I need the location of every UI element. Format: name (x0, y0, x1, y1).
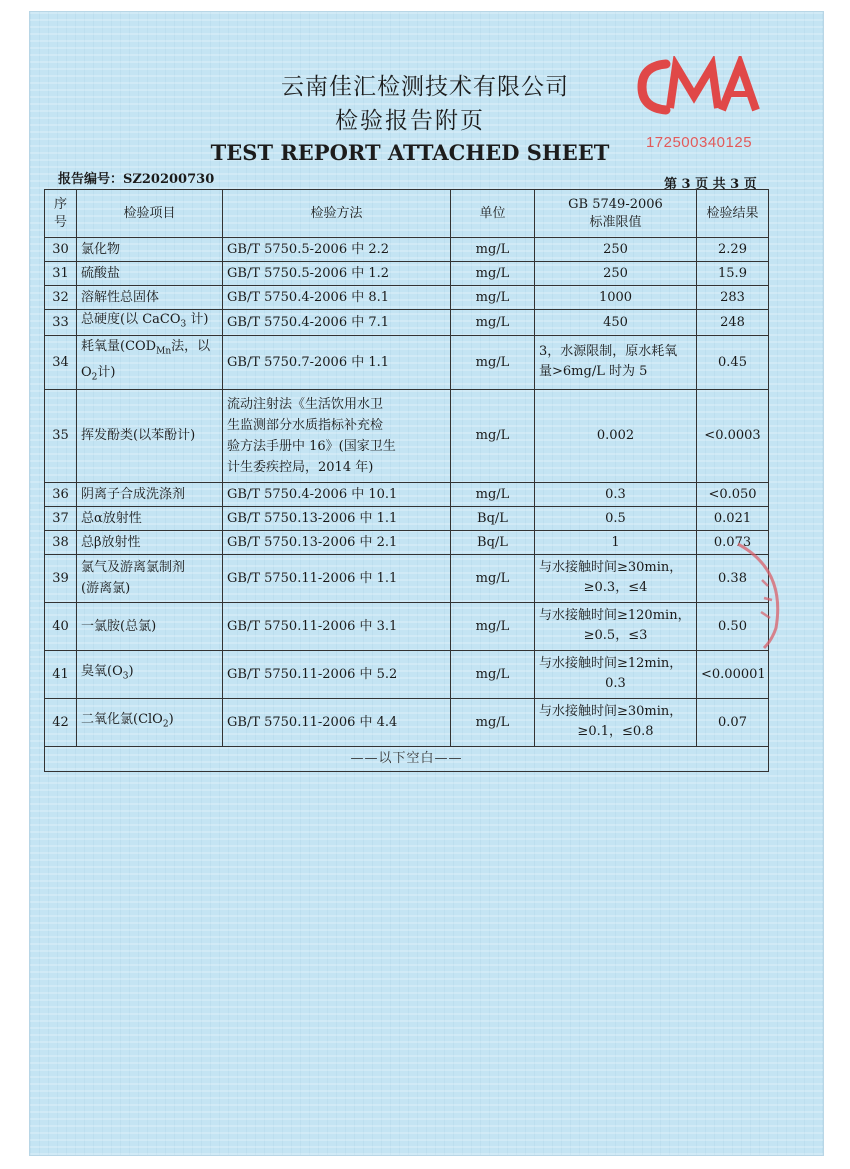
header-method: 检验方法 (223, 190, 451, 238)
row-limit: 1000 (535, 286, 697, 310)
row-method: GB/T 5750.13-2006 中 2.1 (223, 530, 451, 554)
method-line-2: 生监测部分水质指标补充检 (227, 417, 384, 433)
item-line-1 (81, 336, 218, 363)
row-no: 41 (45, 650, 77, 698)
item-text: 总硬度(以 CaCO (81, 312, 181, 327)
row-unit: mg/L (451, 650, 535, 698)
header-limit (535, 190, 697, 238)
row-item (77, 335, 223, 389)
row-result: 15.9 (697, 262, 769, 286)
table-row (45, 530, 769, 554)
item-subscript: 2 (91, 372, 98, 383)
row-limit: 250 (535, 238, 697, 262)
row-result: <0.00001 (697, 650, 769, 698)
limit-line-1: 3，水源限制，原水耗氧 (539, 344, 678, 360)
item-subscript: 3 (122, 671, 129, 682)
row-limit: 0.3 (535, 482, 697, 506)
table-row (45, 335, 769, 389)
table-row (45, 698, 769, 746)
row-limit (535, 602, 697, 650)
item-subscript: Mn (156, 346, 172, 357)
seal-stamp-fragment (728, 540, 788, 650)
row-method: GB/T 5750.7-2006 中 1.1 (223, 335, 451, 389)
row-item (77, 554, 223, 602)
table-row (45, 602, 769, 650)
row-limit: 450 (535, 310, 697, 336)
row-no: 37 (45, 506, 77, 530)
item-text-end: 计) (186, 312, 209, 327)
item-text-end: ) (168, 711, 174, 727)
table-row (45, 554, 769, 602)
table-row (45, 482, 769, 506)
row-method: GB/T 5750.4-2006 中 8.1 (223, 286, 451, 310)
item-line-1: 氯气及游离氯制剂 (81, 560, 186, 576)
row-unit: mg/L (451, 554, 535, 602)
row-method: GB/T 5750.11-2006 中 1.1 (223, 554, 451, 602)
row-no: 40 (45, 602, 77, 650)
row-item: 总α放射性 (77, 506, 223, 530)
report-number: 报告编号：SZ20200730 (58, 172, 215, 187)
row-limit: 0.5 (535, 506, 697, 530)
report-subtitle: 检验报告附页 (335, 108, 485, 134)
row-limit (535, 335, 697, 389)
row-limit (535, 698, 697, 746)
row-method: GB/T 5750.4-2006 中 10.1 (223, 482, 451, 506)
english-title: TEST REPORT ATTACHED SHEET (210, 140, 610, 165)
row-result: 0.38 (697, 554, 769, 602)
row-item: 总β放射性 (77, 530, 223, 554)
item-text-end: ) (128, 663, 134, 679)
limit-line-1: 与水接触时间≥30min， (539, 704, 683, 720)
row-limit: 1 (535, 530, 697, 554)
row-result: <0.050 (697, 482, 769, 506)
row-unit: mg/L (451, 482, 535, 506)
row-item: 挥发酚类(以苯酚计) (77, 389, 223, 482)
row-unit: mg/L (451, 238, 535, 262)
header-no (45, 190, 77, 238)
row-unit: mg/L (451, 698, 535, 746)
row-result: 2.29 (697, 238, 769, 262)
row-no: 42 (45, 698, 77, 746)
row-method: GB/T 5750.11-2006 中 4.4 (223, 698, 451, 746)
row-item (77, 310, 223, 336)
row-method: GB/T 5750.4-2006 中 7.1 (223, 310, 451, 336)
row-no: 32 (45, 286, 77, 310)
row-limit (535, 554, 697, 602)
cma-logo (636, 56, 762, 118)
item-line-2: (游离氯) (81, 581, 131, 597)
end-of-data-note: ——以下空白—— (45, 746, 769, 771)
header-limit-label: 标准限值 (589, 214, 642, 230)
row-no: 30 (45, 238, 77, 262)
row-no: 31 (45, 262, 77, 286)
item-text: 二氧化氯(ClO (81, 711, 163, 727)
table-row (45, 389, 769, 482)
test-results-table (44, 189, 769, 772)
row-unit: mg/L (451, 262, 535, 286)
row-result: 0.073 (697, 530, 769, 554)
cma-code: 172500340125 (645, 134, 753, 151)
method-line-4: 计生委疾控局，2014 年) (227, 459, 374, 475)
row-limit: 250 (535, 262, 697, 286)
row-method: GB/T 5750.5-2006 中 2.2 (223, 238, 451, 262)
row-limit (535, 650, 697, 698)
header-item: 检验项目 (77, 190, 223, 238)
limit-line-2: ≥0.3，≤4 (583, 580, 648, 596)
row-result: 0.021 (697, 506, 769, 530)
table-row (45, 506, 769, 530)
limit-line-1: 与水接触时间≥120min， (539, 608, 691, 624)
limit-line-2: ≥0.5，≤3 (583, 628, 648, 644)
row-no: 35 (45, 389, 77, 482)
row-method: GB/T 5750.13-2006 中 1.1 (223, 506, 451, 530)
row-unit: mg/L (451, 602, 535, 650)
row-item: 一氯胺(总氯) (77, 602, 223, 650)
item-subscript: 2 (162, 719, 169, 730)
row-unit: mg/L (451, 335, 535, 389)
row-no: 36 (45, 482, 77, 506)
row-result: 0.07 (697, 698, 769, 746)
item-text: 臭氧(O (81, 663, 123, 679)
row-method: GB/T 5750.11-2006 中 3.1 (223, 602, 451, 650)
row-item: 硫酸盐 (77, 262, 223, 286)
table-row (45, 262, 769, 286)
row-method (223, 389, 451, 482)
row-result: 0.50 (697, 602, 769, 650)
row-result: 248 (697, 310, 769, 336)
row-method: GB/T 5750.11-2006 中 5.2 (223, 650, 451, 698)
table-row (45, 310, 769, 336)
item-text: O (81, 365, 92, 381)
limit-line-1: 与水接触时间≥30min， (539, 560, 683, 576)
table-header-row (45, 190, 769, 238)
row-no: 33 (45, 310, 77, 336)
row-no: 34 (45, 335, 77, 389)
row-unit: Bq/L (451, 506, 535, 530)
row-result: <0.0003 (697, 389, 769, 482)
limit-line-2: 量>6mg/L 时为 5 (539, 364, 648, 380)
row-unit: mg/L (451, 389, 535, 482)
method-line-3: 验方法手册中 16》(国家卫生 (227, 438, 396, 454)
page-info: 第 3 页 共 3 页 (664, 177, 757, 192)
item-text: 耗氧量(COD (81, 338, 157, 354)
header-unit: 单位 (451, 190, 535, 238)
row-unit: Bq/L (451, 530, 535, 554)
row-item: 氯化物 (77, 238, 223, 262)
row-no: 39 (45, 554, 77, 602)
table-row (45, 650, 769, 698)
limit-line-1: 与水接触时间≥12min， (539, 656, 683, 672)
row-result: 0.45 (697, 335, 769, 389)
row-item: 溶解性总固体 (77, 286, 223, 310)
row-unit: mg/L (451, 286, 535, 310)
row-result: 283 (697, 286, 769, 310)
row-unit: mg/L (451, 310, 535, 336)
item-text-end: 计) (97, 365, 116, 381)
item-subscript: 3 (180, 319, 187, 330)
table-footer-row (45, 746, 769, 771)
company-name: 云南佳汇检测技术有限公司 (281, 74, 569, 100)
item-line-2 (81, 362, 218, 389)
item-text-end: 法，以 (171, 338, 211, 354)
row-limit: 0.002 (535, 389, 697, 482)
limit-line-2: 0.3 (605, 676, 626, 692)
table-row (45, 238, 769, 262)
row-method: GB/T 5750.5-2006 中 1.2 (223, 262, 451, 286)
header-limit-std: GB 5749-2006 (568, 196, 663, 212)
method-line-1: 流动注射法《生活饮用水卫 (227, 396, 384, 412)
row-item: 阴离子合成洗涤剂 (77, 482, 223, 506)
header-result: 检验结果 (697, 190, 769, 238)
row-item (77, 650, 223, 698)
row-item (77, 698, 223, 746)
limit-line-2: ≥0.1，≤0.8 (577, 724, 654, 740)
table-row (45, 286, 769, 310)
row-no: 38 (45, 530, 77, 554)
header-no-text: 序号 (53, 196, 67, 230)
